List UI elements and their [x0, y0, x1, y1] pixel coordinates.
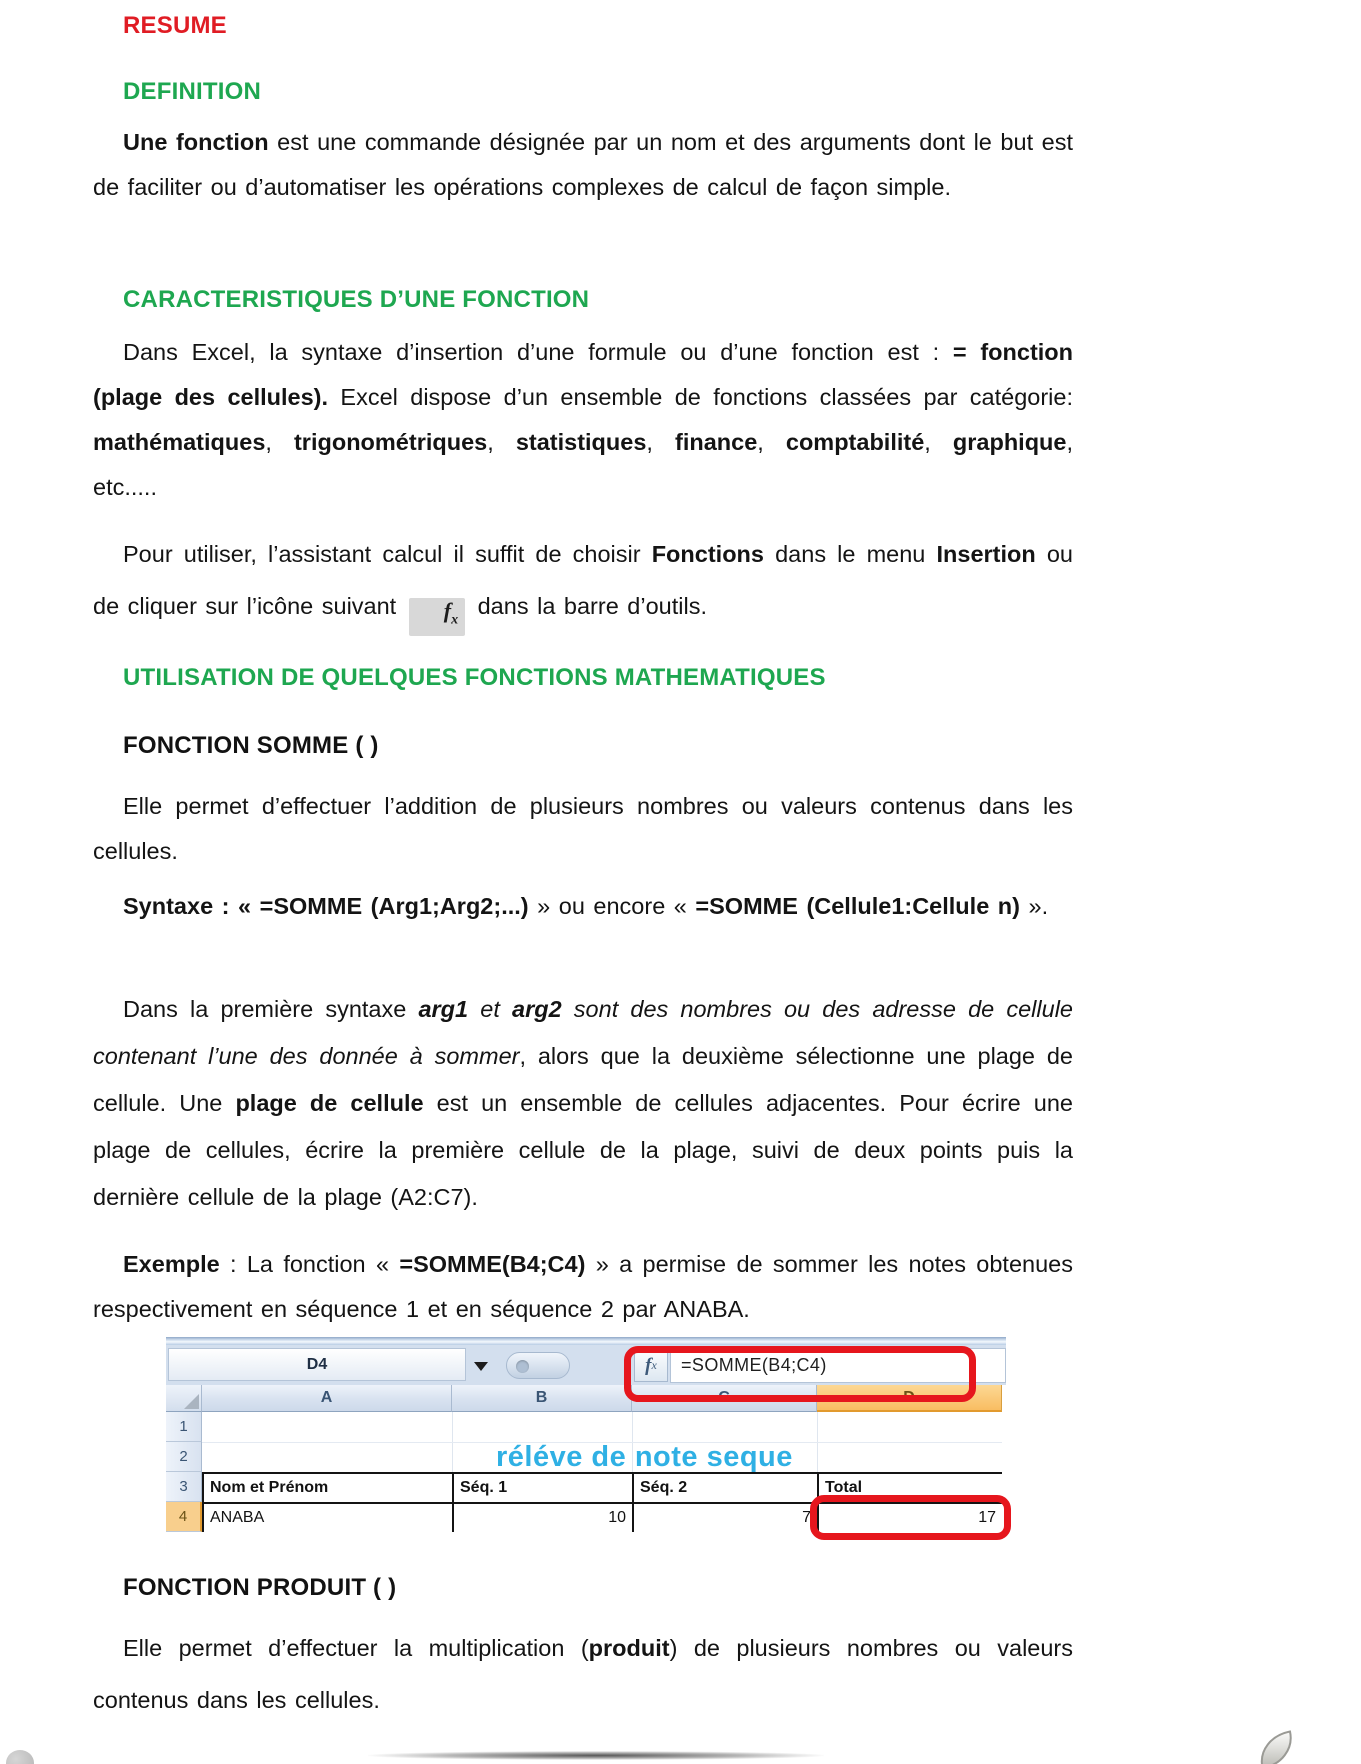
text-segment: Syntaxe : « =SOMME (Arg1;Arg2;...)	[123, 893, 529, 919]
text-segment: Elle permet d’effectuer la multiplication (	[123, 1635, 589, 1661]
heading-utilisation: UTILISATION DE QUELQUES FONCTIONS MATHEMATIQUES	[123, 664, 826, 691]
text-segment: Une fonction	[123, 129, 269, 155]
select-all-corner[interactable]	[166, 1385, 202, 1412]
paragraph-exemple	[93, 1242, 1073, 1332]
text-segment: , etc.....	[93, 429, 1074, 500]
paragraph-produit-description	[93, 1622, 1073, 1726]
formula-text: =SOMME(B4;C4)	[681, 1355, 827, 1375]
text-segment: est une commande désignée par un nom et des arguments dont le but est de faciliter ou d’automatiser les opérations complexes de calcul de façon simple.	[93, 129, 1074, 200]
row-header-3[interactable]: 3	[166, 1472, 202, 1502]
heading-fonction-somme: FONCTION SOMME ( )	[123, 732, 379, 759]
text-segment: ,	[487, 429, 516, 455]
paragraph-definition	[93, 120, 1073, 210]
page-corner-dot	[6, 1750, 34, 1764]
row-header-2[interactable]: 2	[166, 1442, 202, 1472]
text-segment: Pour utiliser, l’assistant calcul il suffit de choisir	[123, 541, 652, 567]
heading-caracteristiques: CARACTERISTIQUES D’UNE FONCTION	[123, 286, 590, 313]
text-segment: ,	[265, 429, 294, 455]
text-segment: dans le menu	[763, 541, 937, 567]
cell-a4[interactable]: ANABA	[203, 1503, 453, 1532]
cell-c4[interactable]: 7	[633, 1503, 818, 1532]
fx-letter-f: f	[645, 1354, 652, 1376]
text-segment: ou de cliquer sur l’icône suivant	[93, 541, 1073, 619]
name-box[interactable]	[168, 1348, 466, 1381]
text-segment: =SOMME(B4;C4)	[399, 1251, 586, 1277]
text-segment: et	[468, 996, 513, 1022]
apple-logo-icon	[1180, 1729, 1330, 1764]
name-box-value: D4	[306, 1355, 328, 1373]
text-segment: sont des nombres ou des adresse de cellule contenant l’une des donnée à sommer	[93, 996, 1073, 1069]
text-segment: » ou encore «	[528, 893, 696, 919]
heading-resume: RESUME	[123, 12, 227, 39]
cell-d4-result[interactable]: 17	[818, 1503, 1002, 1532]
text-segment: arg1	[418, 996, 469, 1022]
text-segment: comptabilité	[785, 429, 925, 455]
text-segment: ,	[757, 429, 786, 455]
cell-b4[interactable]: 10	[453, 1503, 633, 1532]
heading-fonction-produit: FONCTION PRODUIT ( )	[123, 1574, 397, 1601]
paragraph-syntaxe	[93, 884, 1073, 929]
ribbon-bottom-edge	[166, 1337, 1006, 1345]
excel-screenshot	[166, 1337, 1006, 1533]
column-header-c[interactable]: C	[632, 1385, 817, 1412]
text-segment: est un ensemble de cellules adjacentes. Pour écrire une plage de cellules, écrire la première cellule de la plage, suivi de deux points puis la dernière cellule de la plage (A2:C7).	[93, 1090, 1073, 1210]
cell-c3[interactable]: Séq. 2	[633, 1473, 818, 1503]
text-segment: graphique	[952, 429, 1067, 455]
text-segment: plage de cellule	[235, 1090, 424, 1116]
text-segment: =SOMME (Cellule1:Cellule n)	[695, 893, 1020, 919]
text-segment: » a permise de sommer les notes obtenues respectivement en séquence 1 et en séquence 2 par ANABA.	[93, 1251, 1073, 1322]
text-segment: produit	[588, 1635, 670, 1661]
text-segment: finance	[675, 429, 758, 455]
text-segment: Insertion	[936, 541, 1036, 567]
text-segment: trigonométriques	[293, 429, 488, 455]
result-annotation-box	[810, 1495, 1011, 1540]
text-segment: Elle permet d’effectuer l’addition de plusieurs nombres ou valeurs contenus dans les cellules.	[93, 793, 1073, 864]
text-segment: Dans la première syntaxe	[123, 996, 419, 1022]
text-segment: Fonctions	[651, 541, 764, 567]
sheet-title-cell-text[interactable]: réléve de note seque	[496, 1442, 793, 1472]
row-header-4-selected[interactable]: 4	[166, 1502, 202, 1532]
name-box-dropdown-arrow-icon[interactable]	[474, 1362, 488, 1371]
text-segment: = fonction (plage des cellules).	[93, 339, 1074, 410]
text-segment: ) de plusieurs nombres ou valeurs contenus dans les cellules.	[93, 1635, 1074, 1713]
page-edge-shadow	[368, 1751, 824, 1760]
paragraph-assistant	[93, 528, 1073, 636]
paragraph-premiere-syntaxe	[93, 986, 1073, 1221]
fx-letter-x: x	[651, 1358, 657, 1372]
cell-a3[interactable]: Nom et Prénom	[203, 1473, 453, 1503]
cell-b3[interactable]: Séq. 1	[453, 1473, 633, 1503]
fx-toolbar-icon: $f_x$	[409, 598, 465, 636]
column-header-a[interactable]: A	[202, 1385, 452, 1412]
text-segment: arg2	[512, 996, 562, 1022]
formula-annotation-box	[624, 1346, 976, 1402]
text-segment: Excel dispose d’un ensemble de fonctions classées par catégorie:	[328, 384, 1073, 410]
text-segment: ».	[1019, 893, 1049, 919]
row-header-1[interactable]: 1	[166, 1412, 202, 1442]
text-segment: , alors que la deuxième sélectionne une plage de cellule. Une	[93, 1043, 1074, 1116]
text-segment: ,	[924, 429, 953, 455]
heading-definition: DEFINITION	[123, 78, 261, 105]
paragraph-caracteristiques	[93, 330, 1073, 510]
formula-bar-row	[166, 1345, 1006, 1385]
text-segment: dans la barre d’outils.	[469, 593, 707, 619]
text-segment: : La fonction «	[219, 1251, 400, 1277]
column-header-d-selected[interactable]: D	[817, 1385, 1002, 1412]
text-segment: mathématiques	[93, 429, 266, 455]
text-segment: statistiques	[515, 429, 647, 455]
column-header-b[interactable]: B	[452, 1385, 632, 1412]
paragraph-somme-description	[93, 784, 1073, 874]
text-segment: ,	[646, 429, 675, 455]
formula-bar-divider	[506, 1352, 570, 1379]
cell-d3[interactable]: Total	[818, 1473, 1002, 1503]
text-segment: Exemple	[123, 1251, 220, 1277]
text-segment: Dans Excel, la syntaxe d’insertion d’une formule ou d’une fonction est :	[123, 339, 953, 365]
